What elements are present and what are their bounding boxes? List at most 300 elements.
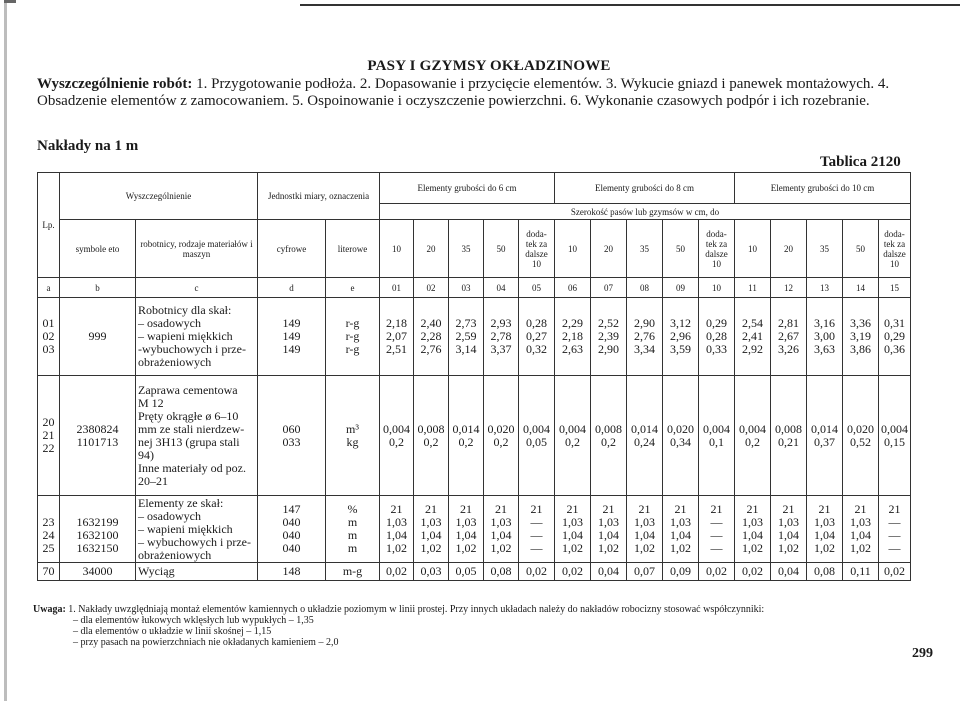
cell-line: 040: [282, 541, 301, 555]
cell-line: 0,02: [386, 564, 408, 578]
cell-line: 0,2: [745, 434, 761, 449]
cell-line: Elementy ze skał:: [138, 495, 224, 510]
header-width-col-7: 20: [591, 220, 627, 278]
cell-line: 0,02: [706, 564, 728, 578]
cell-line: 70: [42, 564, 55, 578]
page-top-rule: [300, 4, 960, 6]
cell-line: 148: [282, 564, 301, 578]
value-cell-col-15: [879, 376, 911, 496]
cell-line: 0,29: [884, 329, 906, 343]
header-width-col-14: 50: [843, 220, 879, 278]
cell-line: 2,90: [598, 342, 620, 356]
cell-line: 2,18: [386, 316, 408, 330]
cell-line: 1,03: [386, 515, 408, 529]
header-width-col-8: 35: [627, 220, 663, 278]
value-cell-col-4: [484, 563, 519, 581]
cell-line: 0,36: [884, 342, 906, 356]
cell-line: 1,03: [562, 515, 584, 529]
cell-line: m: [347, 528, 358, 542]
cell-line: Pręty okrągłe ø 6–10: [138, 408, 239, 423]
cell-line: 0,52: [850, 434, 872, 449]
cell-line: r-g: [345, 316, 360, 330]
value-cell-col-4: [484, 496, 519, 563]
value-cell-col-8: [627, 563, 663, 581]
cell-line: 1,04: [598, 528, 620, 542]
cell-line: 0,020: [487, 421, 515, 436]
cell-line: 3,14: [455, 342, 477, 356]
cell-line: obrażeniowych: [138, 547, 212, 562]
value-cell-col-14: [843, 496, 879, 563]
cell-line: 2,52: [598, 316, 620, 330]
cell-line: 2,92: [742, 342, 764, 356]
cell-line: 21: [638, 502, 651, 516]
cell-line: – osadowych: [138, 508, 201, 523]
cell-line: 1,02: [562, 541, 584, 555]
cell-line: 0,24: [634, 434, 656, 449]
cell-line: 2,40: [420, 316, 442, 330]
value-cell-col-6: [555, 298, 591, 376]
cell-line: m³: [346, 421, 359, 436]
cell-line: nej 3H13 (grupa stali: [138, 434, 240, 449]
cell-line: 2,81: [778, 316, 800, 330]
cell-desc: [136, 496, 258, 563]
cell-line: 0,004: [881, 421, 909, 436]
value-cell-col-8: [627, 376, 663, 496]
note-line-3: – dla elementów o układzie w linii skośnej – 1,15: [73, 626, 272, 637]
cell-line: —: [530, 541, 543, 555]
cell-line: 0,2: [423, 434, 439, 449]
note-line-1: Uwaga: 1. Nakłady uwzględniają montaż elementów kamiennych o układzie poziomym w linii prostej. Przy innych układach należy do nakładów robocizny stosować współczynniki:: [33, 604, 765, 615]
cell-lp: [38, 496, 60, 563]
cell-line: 0,28: [706, 329, 728, 343]
header-cyfrowe: cyfrowe: [258, 220, 326, 278]
cell-line: 0,2: [458, 434, 474, 449]
cell-line: 2,51: [386, 342, 408, 356]
header-literowe: literowe: [326, 220, 380, 278]
value-cell-col-2: [414, 496, 449, 563]
cell-line: 147: [282, 502, 301, 516]
cell-line: 1,04: [420, 528, 442, 542]
header-colnum-10: 10: [699, 278, 735, 298]
cell-line: 21: [425, 502, 438, 516]
cell-line: —: [888, 541, 901, 555]
cell-line: 0,02: [742, 564, 764, 578]
cell-line: 94): [138, 447, 154, 462]
cell-line: 1,02: [778, 541, 800, 555]
cell-line: Wyciąg: [138, 564, 175, 578]
header-symbole: symbole eto: [60, 220, 136, 278]
cell-line: 3,19: [850, 329, 872, 343]
cell-line: kg: [346, 434, 359, 449]
cell-line: 01: [42, 316, 55, 330]
cell-line: 0,28: [526, 316, 548, 330]
cell-line: 0,014: [631, 421, 659, 436]
value-cell-col-9: [663, 563, 699, 581]
header-robotnicy: robotnicy, rodzaje materiałów i maszyn: [136, 220, 258, 278]
cell-line: 2,78: [490, 329, 512, 343]
header-colnum-13: 13: [807, 278, 843, 298]
cell-line: 1,04: [850, 528, 872, 542]
cell-line: 21: [746, 502, 759, 516]
table-row: [38, 496, 911, 563]
cell-line: 1,02: [598, 541, 620, 555]
cell-line: 0,32: [526, 342, 548, 356]
cell-line: 1,02: [455, 541, 477, 555]
cell-line: 2,18: [562, 329, 584, 343]
cell-line: 20–21: [138, 473, 168, 488]
cell-line: 0,2: [493, 434, 509, 449]
cell-line: 1,03: [778, 515, 800, 529]
cell-line: 02: [42, 329, 55, 343]
header-group-10cm: Elementy grubości do 10 cm: [735, 173, 911, 204]
cell-line: 21: [530, 502, 543, 516]
cell-line: m: [347, 515, 358, 529]
value-cell-col-5: [519, 376, 555, 496]
cell-line: 21: [566, 502, 579, 516]
page-title: PASY I GZYMSY OKŁADZINOWE: [367, 58, 611, 74]
value-cell-col-5: [519, 496, 555, 563]
cell-line: m-g: [342, 564, 363, 578]
header-width-col-12: 20: [771, 220, 807, 278]
header-colnum-15: 15: [879, 278, 911, 298]
value-cell-col-15: [879, 496, 911, 563]
header-letter-a: a: [38, 278, 60, 298]
value-cell-col-10: [699, 496, 735, 563]
cell-line: 3,16: [814, 316, 836, 330]
cell-line: 3,37: [490, 342, 512, 356]
cell-sym: [60, 298, 136, 376]
value-cell-col-2: [414, 563, 449, 581]
value-cell-col-10: [699, 376, 735, 496]
cell-line: 2,39: [598, 329, 620, 343]
value-cell-col-13: [807, 563, 843, 581]
cell-line: 0,004: [739, 421, 767, 436]
header-colnum-11: 11: [735, 278, 771, 298]
value-cell-col-15: [879, 563, 911, 581]
cell-lp: [38, 298, 60, 376]
page-corner-mark: [4, 0, 16, 3]
header-width-col-9: 50: [663, 220, 699, 278]
cell-line: 0,008: [775, 421, 803, 436]
cell-line: 21: [42, 428, 55, 442]
value-cell-col-3: [449, 298, 484, 376]
cell-line: 0,04: [778, 564, 800, 578]
cell-line: 0,004: [383, 421, 411, 436]
value-cell-col-3: [449, 376, 484, 496]
value-cell-col-14: [843, 563, 879, 581]
value-cell-col-5: [519, 298, 555, 376]
cell-line: 1,03: [420, 515, 442, 529]
cell-line: 0,2: [565, 434, 581, 449]
cell-desc: [136, 563, 258, 581]
cell-line: 0,004: [703, 421, 731, 436]
value-cell-col-11: [735, 496, 771, 563]
cell-line: 2,63: [562, 342, 584, 356]
cell-sym: [60, 376, 136, 496]
cell-sym: [60, 496, 136, 563]
cell-line: 1,04: [778, 528, 800, 542]
value-cell-col-4: [484, 298, 519, 376]
value-cell-col-7: [591, 563, 627, 581]
cell-line: —: [888, 528, 901, 542]
value-cell-col-11: [735, 563, 771, 581]
header-colnum-05: 05: [519, 278, 555, 298]
cell-line: 1,04: [742, 528, 764, 542]
cell-line: mm ze stali nierdzew-: [138, 421, 245, 436]
cell-desc: [136, 376, 258, 496]
cell-d: [258, 376, 326, 496]
cell-line: 1,02: [742, 541, 764, 555]
value-cell-col-4: [484, 376, 519, 496]
notes: [33, 604, 913, 648]
cell-line: 1,04: [455, 528, 477, 542]
cell-line: 040: [282, 528, 301, 542]
header-colnum-08: 08: [627, 278, 663, 298]
value-cell-col-9: [663, 298, 699, 376]
cell-line: 2,28: [420, 329, 442, 343]
cell-sym: [60, 563, 136, 581]
cell-line: 0,008: [417, 421, 445, 436]
works-description: [37, 76, 917, 110]
cell-line: 1,04: [670, 528, 692, 542]
cell-line: 1,03: [634, 515, 656, 529]
naklady-heading: Nakłady na 1 m: [37, 138, 139, 154]
value-cell-col-2: [414, 376, 449, 496]
cell-line: 21: [818, 502, 831, 516]
cell-line: 21: [602, 502, 615, 516]
cell-line: 0,27: [526, 329, 548, 343]
cell-line: 25: [42, 541, 55, 555]
cell-line: —: [710, 541, 723, 555]
cell-line: – osadowych: [138, 316, 201, 330]
value-cell-col-9: [663, 496, 699, 563]
cell-line: 1,02: [814, 541, 836, 555]
works-text: 1. Przygotowanie podłoża. 2. Dopasowanie i przycięcie elementów. 3. Wykucie gniazd i panewek montażowych. 4. Obsadzenie elementów z zamocowaniem. 5. Ospoinowanie i oczyszczenie powierzchni. 6. Wykonanie czasowych podpór i ich rozebranie.: [37, 76, 890, 109]
cell-line: 21: [674, 502, 687, 516]
cell-line: -wybuchowych i prze-: [138, 342, 246, 356]
cell-line: 1,04: [386, 528, 408, 542]
cell-line: 2,76: [634, 329, 656, 343]
value-cell-col-12: [771, 563, 807, 581]
value-cell-col-7: [591, 298, 627, 376]
cell-line: 0,07: [634, 564, 656, 578]
cell-line: —: [710, 515, 723, 529]
cell-line: 22: [42, 441, 55, 455]
cell-d: [258, 496, 326, 563]
cell-line: 0,09: [670, 564, 692, 578]
cell-line: 2,07: [386, 329, 408, 343]
table-number: Tablica 2120: [820, 154, 901, 170]
cell-line: 2,73: [455, 316, 477, 330]
cell-d: [258, 298, 326, 376]
cell-line: 0,34: [670, 434, 692, 449]
cell-line: 1,02: [634, 541, 656, 555]
value-cell-col-3: [449, 563, 484, 581]
header-colnum-09: 09: [663, 278, 699, 298]
header-colnum-02: 02: [414, 278, 449, 298]
header-wyszczegolnienie: Wyszczególnienie: [60, 173, 258, 220]
cell-d: [258, 563, 326, 581]
cell-line: 21: [888, 502, 901, 516]
header-width-col-11: 10: [735, 220, 771, 278]
cell-line: 0,37: [814, 434, 836, 449]
header-width-col-10: doda-tek za dalsze 10: [699, 220, 735, 278]
page-left-border: [4, 0, 7, 701]
cell-line: 0,014: [452, 421, 480, 436]
table-row: [38, 376, 911, 496]
cell-line: – wapieni miękkich: [138, 521, 233, 536]
value-cell-col-13: [807, 376, 843, 496]
value-cell-col-10: [699, 298, 735, 376]
cell-line: 21: [782, 502, 795, 516]
cell-line: 0,2: [389, 434, 405, 449]
cell-line: Robotnicy dla skał:: [138, 303, 232, 317]
value-cell-col-12: [771, 298, 807, 376]
value-cell-col-11: [735, 298, 771, 376]
cell-line: – wapieni miękkich: [138, 329, 233, 343]
cell-line: 0,08: [814, 564, 836, 578]
header-width-col-3: 35: [449, 220, 484, 278]
header-letter-d: d: [258, 278, 326, 298]
cell-line: 3,63: [814, 342, 836, 356]
cell-line: 21: [495, 502, 508, 516]
cell-line: 2,41: [742, 329, 764, 343]
cell-e: [326, 298, 380, 376]
cell-line: 0,008: [595, 421, 623, 436]
cell-line: 3,12: [670, 316, 692, 330]
cell-line: 0,2: [601, 434, 617, 449]
works-label: Wyszczególnienie robót:: [37, 76, 193, 92]
cell-line: 040: [282, 515, 301, 529]
header-letter-c: c: [136, 278, 258, 298]
cell-line: 0,05: [526, 434, 548, 449]
header-width-col-15: doda-tek za dalsze 10: [879, 220, 911, 278]
cell-line: 0,33: [706, 342, 728, 356]
note-line-2: – dla elementów łukowych wklęsłych lub wypukłych – 1,35: [73, 615, 314, 626]
header-jednostki: Jednostki miary, oznaczenia: [258, 173, 380, 220]
cell-line: 0,21: [778, 434, 800, 449]
value-cell-col-3: [449, 496, 484, 563]
cell-line: 0,05: [455, 564, 477, 578]
cell-line: 1,02: [850, 541, 872, 555]
cell-line: 060: [282, 421, 301, 436]
cell-lp: [38, 563, 60, 581]
cell-line: 1,03: [742, 515, 764, 529]
cell-line: r-g: [345, 329, 360, 343]
cell-line: 03: [42, 342, 55, 356]
cell-line: 0,020: [847, 421, 875, 436]
value-cell-col-6: [555, 496, 591, 563]
header-width-col-13: 35: [807, 220, 843, 278]
cell-line: 3,00: [814, 329, 836, 343]
cell-line: 0,31: [884, 316, 906, 330]
cell-line: 1,02: [420, 541, 442, 555]
cell-line: 24: [42, 528, 55, 542]
cell-line: 1,03: [850, 515, 872, 529]
cell-line: – wybuchowych i prze-: [138, 534, 251, 549]
cell-e: [326, 496, 380, 563]
cell-line: —: [530, 515, 543, 529]
header-colnum-12: 12: [771, 278, 807, 298]
cell-line: 0,02: [526, 564, 548, 578]
cell-line: —: [710, 528, 723, 542]
cell-line: 1101713: [76, 434, 119, 449]
header-group-6cm: Elementy grubości do 6 cm: [380, 173, 555, 204]
cell-line: 149: [282, 329, 301, 343]
cell-line: 1,02: [670, 541, 692, 555]
value-cell-col-8: [627, 496, 663, 563]
cell-line: 23: [42, 515, 55, 529]
cell-line: 2,54: [742, 316, 764, 330]
value-cell-col-7: [591, 496, 627, 563]
value-cell-col-5: [519, 563, 555, 581]
cell-line: 0,004: [559, 421, 587, 436]
header-width-col-2: 20: [414, 220, 449, 278]
value-cell-col-8: [627, 298, 663, 376]
header-colnum-04: 04: [484, 278, 519, 298]
cell-line: 1632199: [76, 515, 119, 529]
value-cell-col-12: [771, 496, 807, 563]
cell-line: 2,67: [778, 329, 800, 343]
cell-line: 0,02: [562, 564, 584, 578]
cell-line: 0,02: [884, 564, 906, 578]
header-lp: Lp.: [38, 173, 60, 278]
value-cell-col-15: [879, 298, 911, 376]
cell-line: 1,02: [490, 541, 512, 555]
value-cell-col-1: [380, 298, 414, 376]
cell-line: 2,29: [562, 316, 584, 330]
norms-table: [37, 172, 911, 581]
cell-line: 1,02: [386, 541, 408, 555]
page-number: 299: [912, 646, 933, 661]
cell-line: 1,03: [455, 515, 477, 529]
cell-line: 0,020: [667, 421, 695, 436]
cell-line: 1632150: [76, 541, 119, 555]
value-cell-col-1: [380, 563, 414, 581]
header-width-col-5: doda-tek za dalsze 10: [519, 220, 555, 278]
header-width-col-4: 50: [484, 220, 519, 278]
note-label: Uwaga:: [33, 604, 66, 615]
cell-line: 2,96: [670, 329, 692, 343]
cell-desc: [136, 298, 258, 376]
value-cell-col-11: [735, 376, 771, 496]
header-width-col-1: 10: [380, 220, 414, 278]
cell-line: 3,26: [778, 342, 800, 356]
table-row: [38, 563, 911, 581]
cell-line: 0,11: [850, 564, 871, 578]
cell-line: 1,04: [490, 528, 512, 542]
header-colnum-03: 03: [449, 278, 484, 298]
cell-line: 0,15: [884, 434, 906, 449]
table-row: [38, 298, 911, 376]
cell-line: 999: [88, 329, 107, 343]
cell-line: 21: [460, 502, 473, 516]
cell-line: m: [347, 541, 358, 555]
cell-line: 1,04: [814, 528, 836, 542]
cell-line: 0,04: [598, 564, 620, 578]
value-cell-col-13: [807, 496, 843, 563]
value-cell-col-2: [414, 298, 449, 376]
header-group-8cm: Elementy grubości do 8 cm: [555, 173, 735, 204]
header-colnum-14: 14: [843, 278, 879, 298]
cell-line: Inne materiały od poz.: [138, 460, 246, 475]
value-cell-col-6: [555, 563, 591, 581]
cell-line: 1,04: [634, 528, 656, 542]
cell-e: [326, 563, 380, 581]
value-cell-col-9: [663, 376, 699, 496]
cell-line: 149: [282, 316, 301, 330]
cell-line: 3,34: [634, 342, 656, 356]
